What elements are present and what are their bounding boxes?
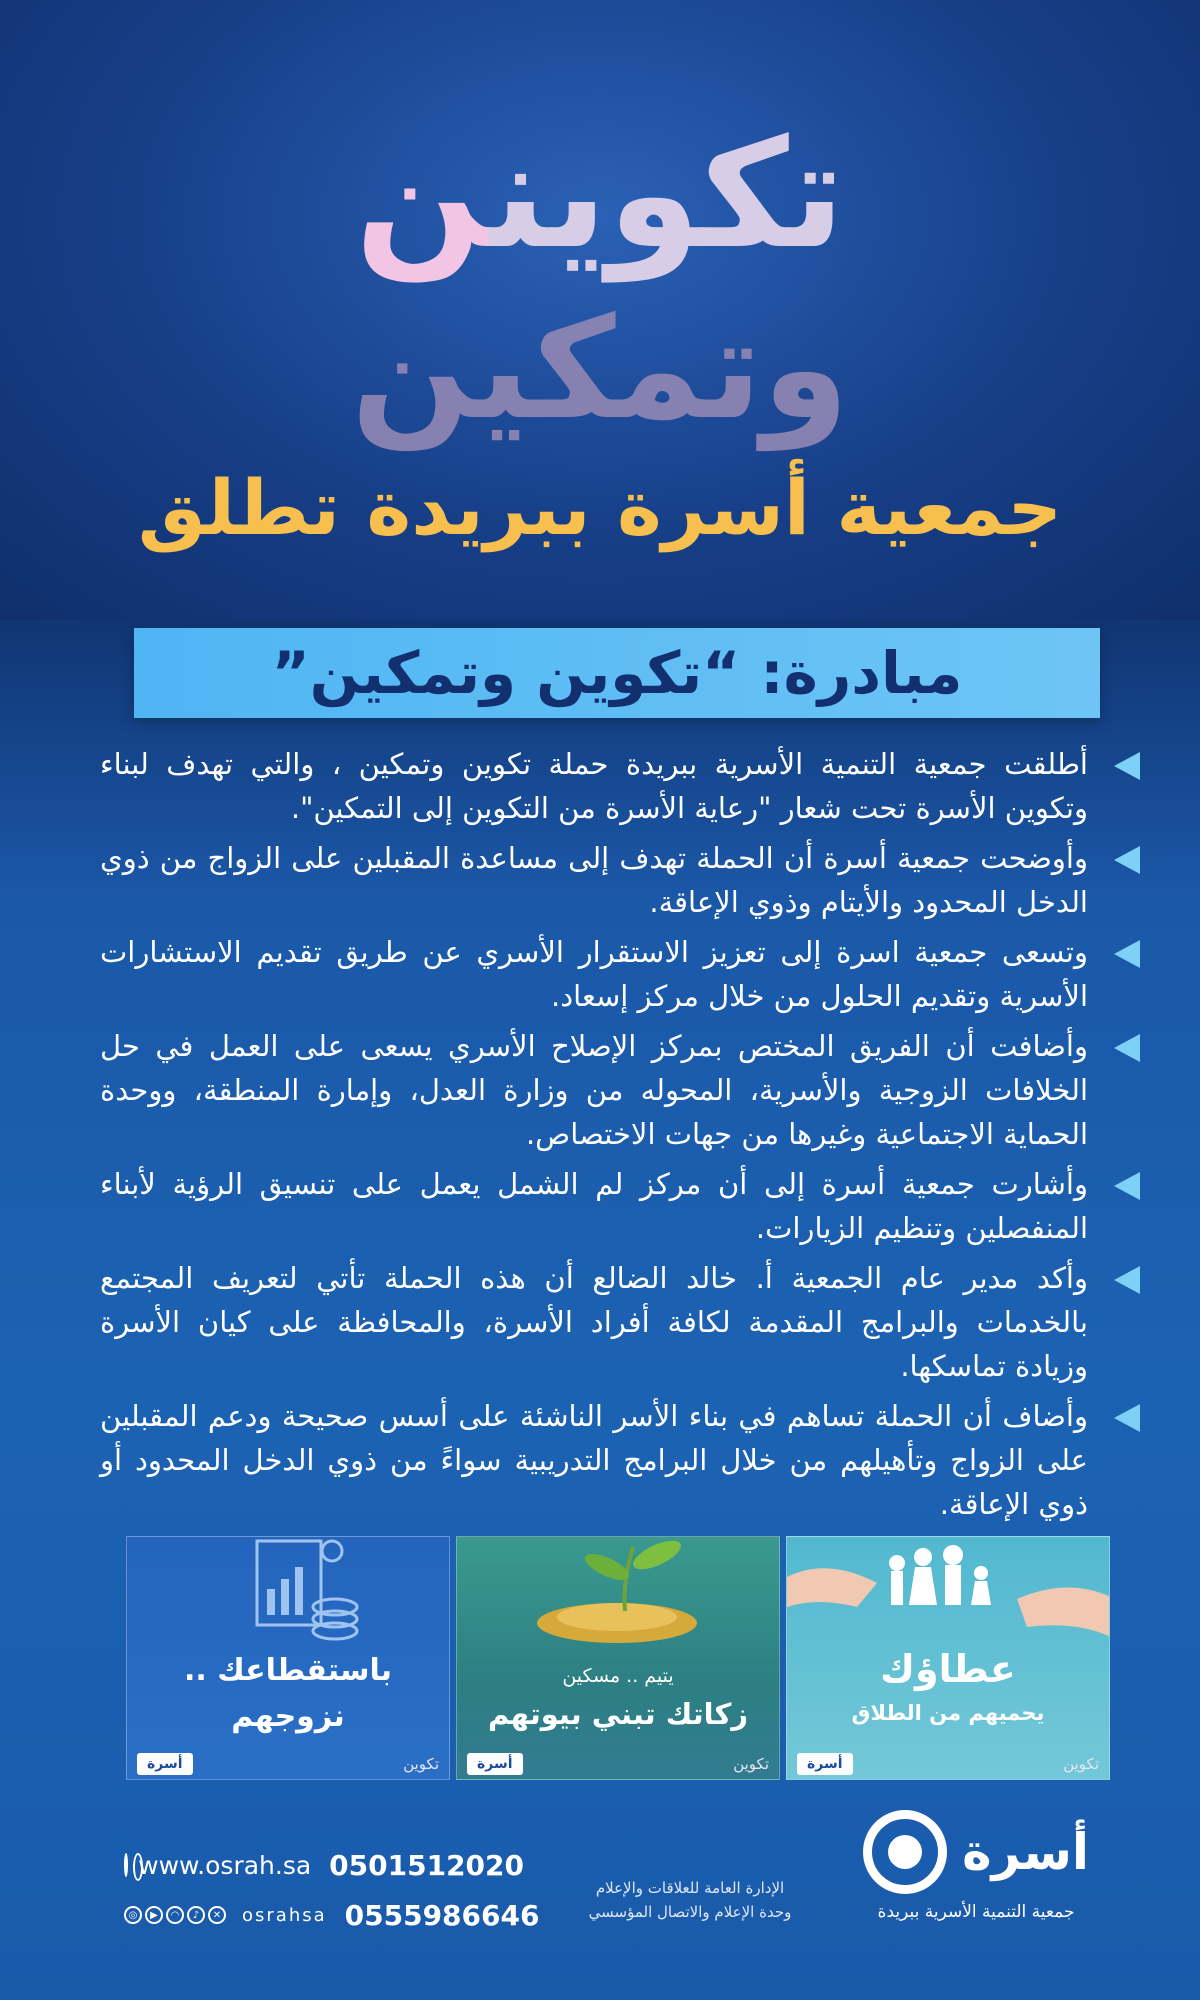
card-logo: أسرة <box>137 1753 193 1775</box>
phone-number-1[interactable]: 0501512020 <box>329 1848 524 1882</box>
campaign-title-accent-letter: ن <box>354 108 490 282</box>
bullet-triangle-icon <box>1114 1266 1140 1294</box>
x-icon[interactable]: ✕ <box>208 1906 226 1924</box>
bullet-triangle-icon <box>1114 1172 1140 1200</box>
list-item <box>100 1162 1140 1250</box>
bullet-text: وأضاف أن الحملة تساهم في بناء الأسر الناشئة على أسس صحيحة ودعم المقبلين على الزواج وتأهيلهم من خلال البرامج التدريبية سواءً من ذوي الدخل المحدود أو ذوي الإعاقة. <box>100 1399 1088 1521</box>
department-info <box>560 1876 820 1924</box>
list-item <box>100 1394 1140 1526</box>
bullet-triangle-icon <box>1114 846 1140 874</box>
footer <box>0 1800 1200 2000</box>
card-brand: تكوين <box>403 1755 439 1773</box>
phone-number-2[interactable]: 0555986646 <box>344 1898 540 1932</box>
list-item <box>100 1256 1140 1388</box>
card-sub-text: يحميهم من الطلاق <box>851 1701 1045 1725</box>
card-logo: أسرة <box>467 1753 523 1775</box>
globe-icon <box>124 1853 128 1877</box>
list-item <box>100 1024 1140 1156</box>
website-link[interactable]: www.osrah.sa <box>138 1850 312 1880</box>
bullet-triangle-icon <box>1114 1404 1140 1432</box>
card-footer <box>787 1749 1109 1779</box>
card-main-text: باستقطاعك .. <box>183 1653 393 1688</box>
instagram-icon[interactable]: ◎ <box>124 1906 142 1924</box>
list-item <box>100 742 1140 830</box>
logo-circle-icon <box>863 1810 947 1894</box>
department-line-1: الإدارة العامة للعلاقات والإعلام <box>595 1879 785 1897</box>
card-footer <box>457 1749 779 1779</box>
campaign-cards <box>126 1536 1110 1780</box>
social-handle[interactable]: osrahsa <box>242 1904 327 1926</box>
card-main-text: زكاتك تبني بيوتهم <box>487 1697 749 1731</box>
bullet-triangle-icon <box>1114 1034 1140 1062</box>
contact-row-social <box>124 1890 540 1940</box>
organization-logo <box>856 1810 1096 1922</box>
campaign-title-word: تكوين <box>489 108 846 282</box>
headline: جمعية أسرة ببريدة تطلق <box>137 463 1063 552</box>
bullet-text: وتسعى جمعية اسرة إلى تعزيز الاستقرار الأسري عن طريق تقديم الاستشارات الأسرية وتقديم الحلول من خلال مركز إسعاد. <box>100 935 1088 1013</box>
logo-caption: جمعية التنمية الأسرية ببريدة <box>877 1902 1075 1922</box>
campaign-title-line1 <box>0 108 1200 282</box>
card-sub-text: نزوجهم <box>231 1699 345 1734</box>
initiative-banner: مبادرة: “تكوين وتمكين” <box>134 628 1100 718</box>
bullet-text: وأضافت أن الفريق المختص بمركز الإصلاح الأسري يسعى على العمل في حل الخلافات الزوجية والأسرية، المحوله من وزارة العدل، وإمارة المنطقة، ووحدة الحماية الاجتماعية وغيرها من جهات الاختصاص. <box>100 1029 1088 1151</box>
bullet-text: أطلقت جمعية التنمية الأسرية ببريدة حملة تكوين وتمكين ، والتي تهدف لبناء وتكوين الأسرة تحت شعار "رعاية الأسرة من التكوين إلى التمكين". <box>100 747 1088 825</box>
snapchat-icon[interactable]: ◠ <box>166 1906 184 1924</box>
bullet-text: وأشارت جمعية أسرة إلى أن مركز لم الشمل يعمل على تنسيق الرؤية لأبناء المنفصلين وتنظيم الزيارات. <box>100 1167 1088 1245</box>
list-item <box>100 836 1140 924</box>
bullet-text: وأوضحت جمعية أسرة أن الحملة تهدف إلى مساعدة المقبلين على الزواج من ذوي الدخل المحدود والأيتام وذوي الإعاقة. <box>100 841 1088 919</box>
youtube-icon[interactable]: ▶ <box>145 1906 163 1924</box>
bullet-triangle-icon <box>1114 940 1140 968</box>
card-sub-text: يتيم .. مسكين <box>562 1665 674 1687</box>
logo-word: أسرة <box>962 1823 1090 1881</box>
announcement-list <box>100 742 1140 1532</box>
department-line-2: وحدة الإعلام والاتصال المؤسسي <box>588 1903 792 1921</box>
list-item <box>100 930 1140 1018</box>
bullet-triangle-icon <box>1114 752 1140 780</box>
social-icons <box>124 1906 226 1924</box>
card-logo: أسرة <box>797 1753 853 1775</box>
card-brand: تكوين <box>733 1755 769 1773</box>
contact-row-website <box>124 1840 524 1890</box>
card-zakat <box>456 1536 780 1780</box>
card-brand: تكوين <box>1063 1755 1099 1773</box>
card-deduction <box>126 1536 450 1780</box>
contact-info <box>124 1840 540 1940</box>
card-footer <box>127 1749 449 1779</box>
hero-section <box>0 0 1200 620</box>
card-giving <box>786 1536 1110 1780</box>
tiktok-icon[interactable]: ♪ <box>187 1906 205 1924</box>
bullet-text: وأكد مدير عام الجمعية أ. خالد الضالع أن هذه الحملة تأتي لتعريف المجتمع بالخدمات والبرامج المقدمة لكافة أفراد الأسرة، والمحافظة على كيان الأسرة وزيادة تماسكها. <box>100 1261 1088 1383</box>
campaign-title-line2: وتمكين <box>351 288 849 451</box>
coins-plant-icon <box>457 1537 780 1780</box>
card-main-text: عطاؤك <box>880 1647 1016 1691</box>
